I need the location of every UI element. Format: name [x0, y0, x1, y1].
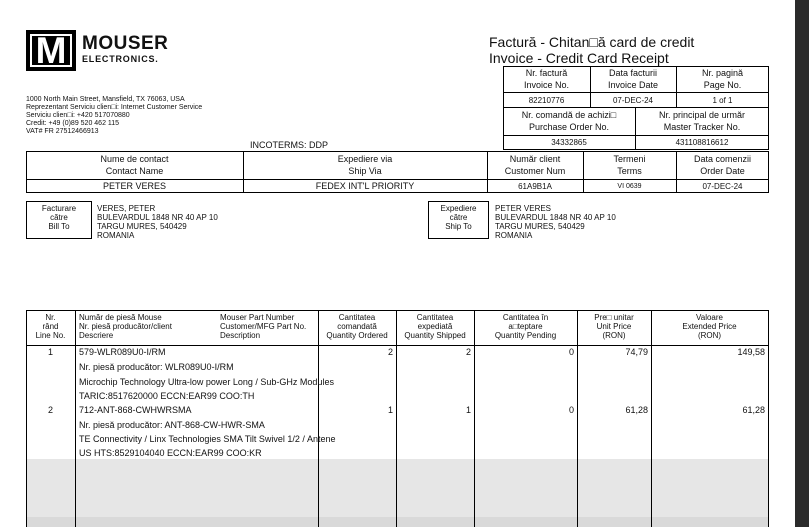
col-header-line: Nr.: [45, 313, 56, 322]
item-qty-ordered: 2: [387, 347, 393, 357]
company-subname: ELECTRONICS.: [82, 54, 159, 64]
logo-letter: M: [35, 30, 67, 71]
col-header-unit-price: Unit Price: [596, 322, 632, 331]
item-line-no: 1: [47, 347, 53, 357]
bill-to-line: BULEVARDUL 1848 NR 40 AP 10: [97, 213, 218, 222]
item-desc-line: US HTS:8529104040 ECCN:EAR99 COO:KR: [79, 448, 262, 458]
item-qty-shipped: 1: [465, 405, 471, 415]
col-header-shipped: Cantitatea: [416, 313, 454, 322]
doc-title-en: Invoice - Credit Card Receipt: [489, 50, 669, 66]
item-qty-pending: 0: [568, 405, 574, 415]
terms-label-ro: Termeni: [613, 154, 646, 164]
terms-label-en: Terms: [617, 166, 642, 176]
item-desc-line: TARIC:8517620000 ECCN:EAR99 COO:TH: [79, 391, 255, 401]
invoice-date-label-ro: Data facturii: [608, 68, 658, 78]
company-name: MOUSER: [82, 33, 169, 54]
invoice-no-label-en: Invoice No.: [523, 80, 570, 90]
col-header-line: rând: [42, 322, 59, 331]
col-header-pending: Quantity Pending: [494, 331, 557, 340]
order-date: 07-DEC-24: [702, 182, 743, 191]
item-ext-price: 61,28: [742, 405, 765, 415]
col-header-ordered: Cantitatea: [338, 313, 376, 322]
page-label-ro: Nr. pagină: [701, 68, 744, 78]
po-number: 34332865: [551, 138, 587, 147]
ship-via: FEDEX INT'L PRIORITY: [315, 181, 415, 191]
col-header-desc: Număr de piesă Mouse: [79, 313, 162, 322]
item-desc-line: Nr. piesă producător: ANT-868-CW-HWR-SMA: [79, 420, 265, 430]
company-address-line: Serviciu clien□i: +420 517070880: [26, 112, 130, 119]
invoice-date-label-en: Invoice Date: [607, 80, 659, 90]
col-header-unit-price: (RON): [602, 331, 626, 340]
col-header-ext-price: Extended Price: [682, 322, 737, 331]
item-desc-line: TE Connectivity / Linx Technologies SMA Tilt Swivel 1/2 / Antene: [79, 434, 336, 444]
ship-via-label-ro: Expediere via: [337, 154, 393, 164]
item-desc-line: 579-WLR089U0-I/RM: [79, 347, 166, 357]
col-header-ext-price: (RON): [697, 331, 722, 340]
contact-label-en: Contact Name: [105, 166, 164, 176]
bill-to-line: VERES, PETER: [97, 204, 156, 213]
ship-to-line: ROMANIA: [495, 231, 533, 240]
company-address-line: Reprezentant Serviciu clien□i: Internet Customer Service: [26, 104, 203, 111]
bill-to-line: ROMANIA: [97, 231, 135, 240]
item-desc-line: Nr. piesă producător: WLR089U0-I/RM: [79, 362, 234, 372]
bill-to-label: Bill To: [48, 222, 70, 231]
col-header-ext-price: Valoare: [696, 313, 723, 322]
incoterms: INCOTERMS: DDP: [250, 140, 329, 150]
company-address-line: Credit: +49 (0)89 520 462 115: [26, 120, 120, 127]
ship-to-label: către: [449, 213, 468, 222]
invoice-no-label-ro: Nr. factură: [525, 68, 568, 78]
customer-label-en: Customer Num: [504, 166, 566, 176]
col-header-line: Line No.: [35, 331, 66, 340]
ship-to-label: Ship To: [445, 222, 472, 231]
company-address-line: 1000 North Main Street, Mansfield, TX 76063, USA: [26, 96, 185, 103]
page-number: 1 of 1: [712, 96, 733, 105]
po-label-ro: Nr. comandă de achizi□: [521, 110, 617, 120]
col-header-desc: Nr. piesă producător/client: [79, 322, 172, 331]
col-header-ordered: comandată: [337, 322, 377, 331]
col-header-ordered: Quantity Ordered: [326, 331, 388, 340]
col-header-unit-price: Pre□ unitar: [594, 313, 634, 322]
page-label-en: Page No.: [703, 80, 742, 90]
col-header-mfg: Description: [220, 331, 261, 340]
item-unit-price: 74,79: [625, 347, 648, 357]
customer-number: 61A9B1A: [518, 182, 552, 191]
item-qty-shipped: 2: [465, 347, 471, 357]
col-header-desc: Descriere: [79, 331, 114, 340]
po-label-en: Purchase Order No.: [528, 122, 610, 132]
ship-to-line: TARGU MURES, 540429: [495, 222, 585, 231]
invoice-date: 07-DEC-24: [612, 96, 653, 105]
item-qty-pending: 0: [568, 347, 574, 357]
item-qty-ordered: 1: [387, 405, 393, 415]
col-header-mfg: Mouser Part Number: [220, 313, 295, 322]
order-date-label-ro: Data comenzii: [693, 154, 752, 164]
col-header-pending: Cantitatea în: [502, 313, 549, 322]
ship-via-label-en: Ship Via: [348, 166, 382, 176]
bill-to-label: Facturare: [41, 204, 77, 213]
item-ext-price: 149,58: [737, 347, 765, 357]
item-unit-price: 61,28: [625, 405, 648, 415]
tracker-label-ro: Nr. principal de urmăr: [658, 110, 746, 120]
col-header-shipped: Quantity Shipped: [404, 331, 466, 340]
bill-to-line: TARGU MURES, 540429: [97, 222, 187, 231]
contact-label-ro: Nume de contact: [100, 154, 169, 164]
col-header-mfg: Customer/MFG Part No.: [220, 322, 307, 331]
terms: VI 0639: [617, 183, 642, 190]
bill-to-label: către: [50, 213, 68, 222]
doc-title-ro: Factură - Chitan□ă card de credit: [489, 34, 695, 50]
contact-name: PETER VERES: [102, 181, 167, 191]
mouser-logo: [26, 30, 76, 71]
ship-to-line: BULEVARDUL 1848 NR 40 AP 10: [495, 213, 616, 222]
item-line-no: 2: [47, 405, 53, 415]
tracker-number: 431108816612: [675, 138, 729, 147]
order-date-label-en: Order Date: [700, 166, 745, 176]
company-address-line: VAT# FR 27512466913: [26, 128, 99, 135]
ship-to-label: Expediere: [440, 204, 477, 213]
tracker-label-en: Master Tracker No.: [663, 122, 741, 132]
col-header-shipped: expediată: [417, 322, 453, 331]
item-desc-line: 712-ANT-868-CWHWRSMA: [79, 405, 192, 415]
col-header-pending: a□teptare: [508, 322, 543, 331]
customer-label-ro: Număr client: [509, 154, 561, 164]
ship-to-line: PETER VERES: [495, 204, 552, 213]
item-desc-line: Microchip Technology Ultra-low power Long / Sub-GHz Modules: [79, 377, 334, 387]
invoice-no: 82210776: [528, 96, 565, 105]
